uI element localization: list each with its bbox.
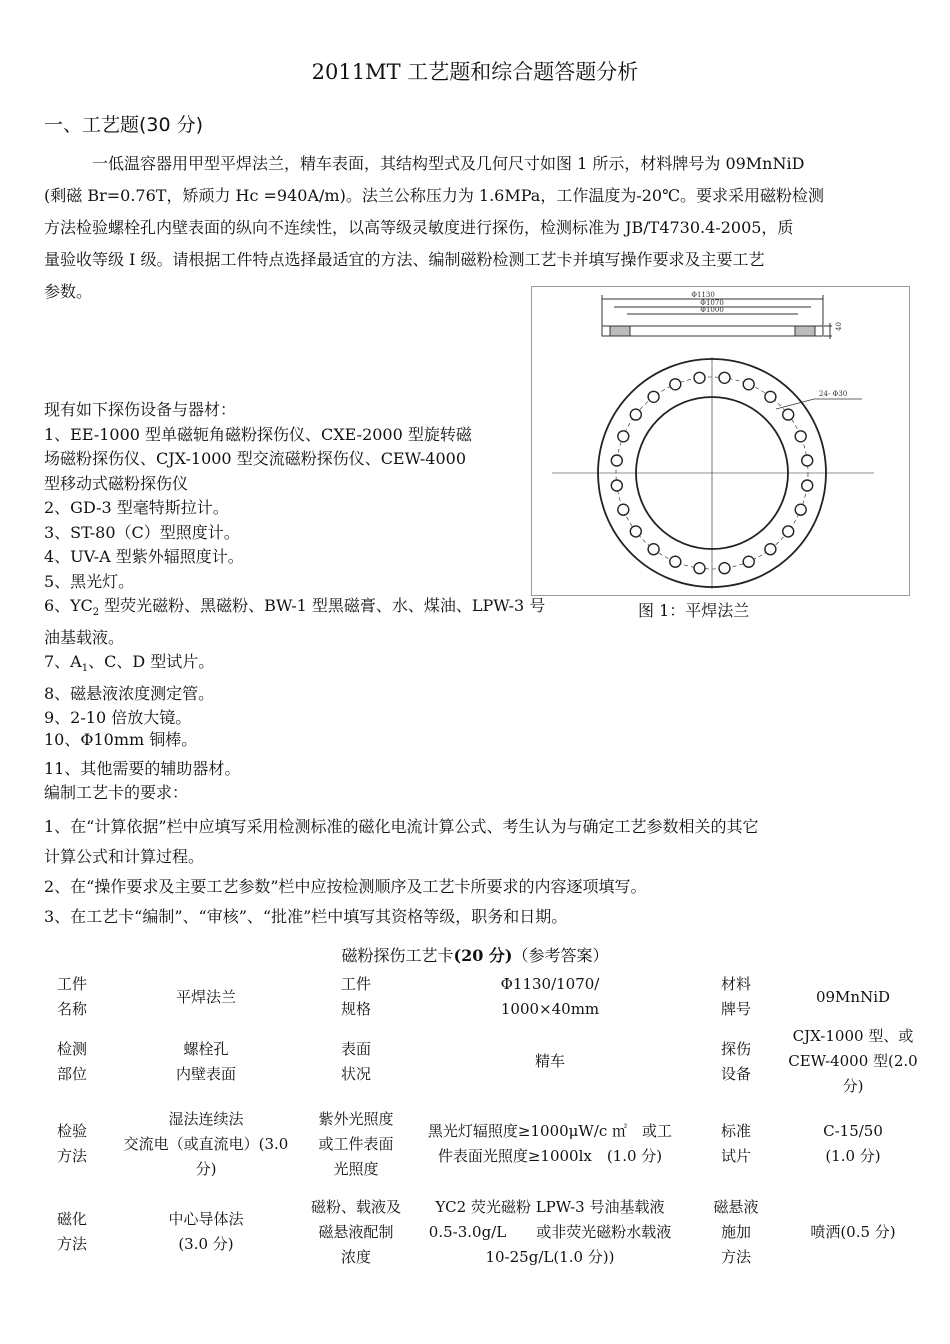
bolt-hole <box>802 455 813 466</box>
bolt-hole <box>802 480 813 491</box>
table-cell: 紫外光照度 或工件表面 光照度 <box>318 1109 394 1178</box>
equipment-item: 5、黑光灯。 <box>44 571 135 591</box>
requirement-item: 2、在“操作要求及主要工艺参数”栏中应按检测顺序及工艺卡所要求的内容逐项填写。 <box>44 877 647 896</box>
table-cell: 工件 名称 <box>56 975 87 1018</box>
table-cell: 精车 <box>534 1052 565 1070</box>
question-paragraph <box>44 148 910 308</box>
equipment-item: 1、EE-1000 型单磁轭角磁粉探伤仪、CXE-2000 型旋转磁 <box>44 424 472 444</box>
bolt-hole <box>611 480 622 491</box>
bolt-hole <box>648 544 659 555</box>
page-title: 2011MT 工艺题和综合题答题分析 <box>311 60 639 84</box>
card-title: 磁粉探伤工艺卡(20 分)（参考答案） <box>341 946 609 965</box>
table-cell: 湿法连续法 交流电（或直流电）(3.0 分) <box>123 1109 289 1178</box>
table-cell: 螺栓孔 内壁表面 <box>175 1039 236 1083</box>
question-line: 方法检验螺栓孔内壁表面的纵向不连续性，以高等级灵敏度进行探伤，检测标准为 JB/T4730.4-2005，质 <box>44 218 794 237</box>
table-cell: CJX-1000 型、或 CEW-4000 型(2.0 分) <box>788 1027 918 1095</box>
requirements-heading: 编制工艺卡的要求： <box>44 783 189 802</box>
table-row <box>38 1189 928 1275</box>
table-row <box>38 970 928 1024</box>
equipment-item: 6、$YC_2$ 型荧光磁粉、黑磁粉、BW-1 型黑磁膏、水、煤油、LPW-3 号 <box>44 596 546 619</box>
equipment-list <box>44 398 545 731</box>
table-cell: 表面 状况 <box>340 1039 371 1083</box>
equipment-item: 10、Φ10mm 铜棒。 <box>44 730 198 749</box>
bolt-hole <box>648 391 659 402</box>
table-row <box>38 1099 928 1189</box>
bolt-hole <box>618 504 629 515</box>
bolt-hole <box>743 379 754 390</box>
equipment-heading: 现有如下探伤设备与器材： <box>44 400 237 419</box>
question-line: (剩磁 Br=0.76T，矫顽力 Hc =940A/m)。法兰公称压力为 1.6MPa，工作温度为-20℃。要求采用磁粉检测 <box>44 186 824 205</box>
dim-thickness-label: 40 <box>835 322 843 331</box>
table-cell: Φ1130/1070/ 1000×40mm <box>500 975 600 1018</box>
flange-figure <box>531 286 910 596</box>
bolt-hole <box>783 409 794 420</box>
table-cell: YC2 荧光磁粉 LPW-3 号油基载液 0.5-3.0g/L 或非荧光磁粉水载液 10-25g/L(1.0 分)) <box>428 1197 672 1266</box>
equipment-item: 8、磁悬液浓度测定管。 <box>44 683 215 703</box>
bolt-hole <box>670 379 681 390</box>
question-line: 一低温容器用甲型平焊法兰，精车表面，其结构型式及几何尺寸如图 1 所示，材料牌号为 09MnNiD <box>92 154 805 173</box>
table-cell: 材料 牌号 <box>720 975 751 1018</box>
hole-callout-label: 24- Φ30 <box>819 390 848 398</box>
figure-caption: 图 1：平焊法兰 <box>638 601 750 620</box>
equipment-item: 4、UV-A 型紫外辐照度计。 <box>44 547 244 566</box>
bolt-hole <box>765 544 776 555</box>
table-cell: 09MnNiD <box>815 987 891 1006</box>
table-cell: 黑光灯辐照度≥1000μW/c ㎡ 或工 件表面光照度≥1000lx (1.0 分) <box>427 1122 673 1165</box>
table-cell: 磁悬液 施加 方法 <box>713 1197 759 1266</box>
requirements-list <box>44 812 924 932</box>
table-cell: 喷洒(0.5 分) <box>810 1222 896 1241</box>
flange-drawing <box>532 287 909 595</box>
equipment-item: 场磁粉探伤仪、CJX-1000 型交流磁粉探伤仪、CEW-4000 <box>44 449 467 468</box>
requirement-item: 计算公式和计算过程。 <box>44 847 205 866</box>
question-line: 量验收等级 I 级。请根据工件特点选择最适宜的方法、编制磁粉检测工艺卡并填写操作要求及主要工艺 <box>44 250 765 269</box>
bolt-hole <box>719 372 730 383</box>
equipment-item: 3、ST-80（C）型照度计。 <box>44 522 240 542</box>
table-row <box>38 1024 928 1099</box>
bolt-hole <box>670 556 681 567</box>
dim-bolt-label: Φ1070 <box>700 299 724 307</box>
table-cell: 磁粉、载液及 磁悬液配制 浓度 <box>310 1197 401 1266</box>
equipment-item: 11、其他需要的辅助器材。 <box>44 759 241 778</box>
dim-outer-label: Φ1130 <box>691 291 715 299</box>
bolt-hole <box>611 455 622 466</box>
equipment-item: 油基载液。 <box>44 627 125 647</box>
requirement-item: 3、在工艺卡“编制”、“审核”、“批准”栏中填写其资格等级，职务和日期。 <box>44 907 568 926</box>
table-cell: 检验 方法 <box>56 1122 87 1165</box>
question-line: 参数。 <box>44 282 93 301</box>
dim-inner-label: Φ1000 <box>700 306 724 314</box>
bolt-hole <box>795 431 806 442</box>
equipment-item: 7、$A_1$、C、D 型试片。 <box>44 652 215 675</box>
bolt-hole <box>630 526 641 537</box>
section-heading: 一、工艺题(30 分) <box>44 114 204 136</box>
table-cell: C-15/50 (1.0 分) <box>823 1122 883 1165</box>
table-cell: 探伤 设备 <box>720 1039 751 1083</box>
bolt-hole <box>795 504 806 515</box>
bolt-hole <box>743 556 754 567</box>
equipment-item: 9、2-10 倍放大镜。 <box>44 708 192 728</box>
table-cell: 工件 规格 <box>340 975 371 1018</box>
bolt-hole <box>618 431 629 442</box>
table-cell: 平焊法兰 <box>175 987 236 1006</box>
bolt-hole <box>694 372 705 383</box>
equipment-item: 型移动式磁粉探伤仪 <box>44 473 189 493</box>
bolt-hole <box>630 409 641 420</box>
table-cell: 标准 试片 <box>720 1122 751 1165</box>
requirement-item: 1、在“计算依据”栏中应填写采用检测标准的磁化电流计算公式、考生认为与确定工艺参数相关的其它 <box>44 817 759 836</box>
table-cell: 中心导体法 (3.0 分) <box>168 1210 244 1253</box>
table-cell: 磁化 方法 <box>56 1210 87 1253</box>
equipment-item: 2、GD-3 型毫特斯拉计。 <box>44 498 229 517</box>
process-card-table <box>38 970 928 1275</box>
bolt-hole <box>765 391 776 402</box>
bolt-hole <box>783 526 794 537</box>
bolt-hole <box>694 563 705 574</box>
table-cell: 检测 部位 <box>56 1039 87 1083</box>
bolt-hole <box>719 563 730 574</box>
